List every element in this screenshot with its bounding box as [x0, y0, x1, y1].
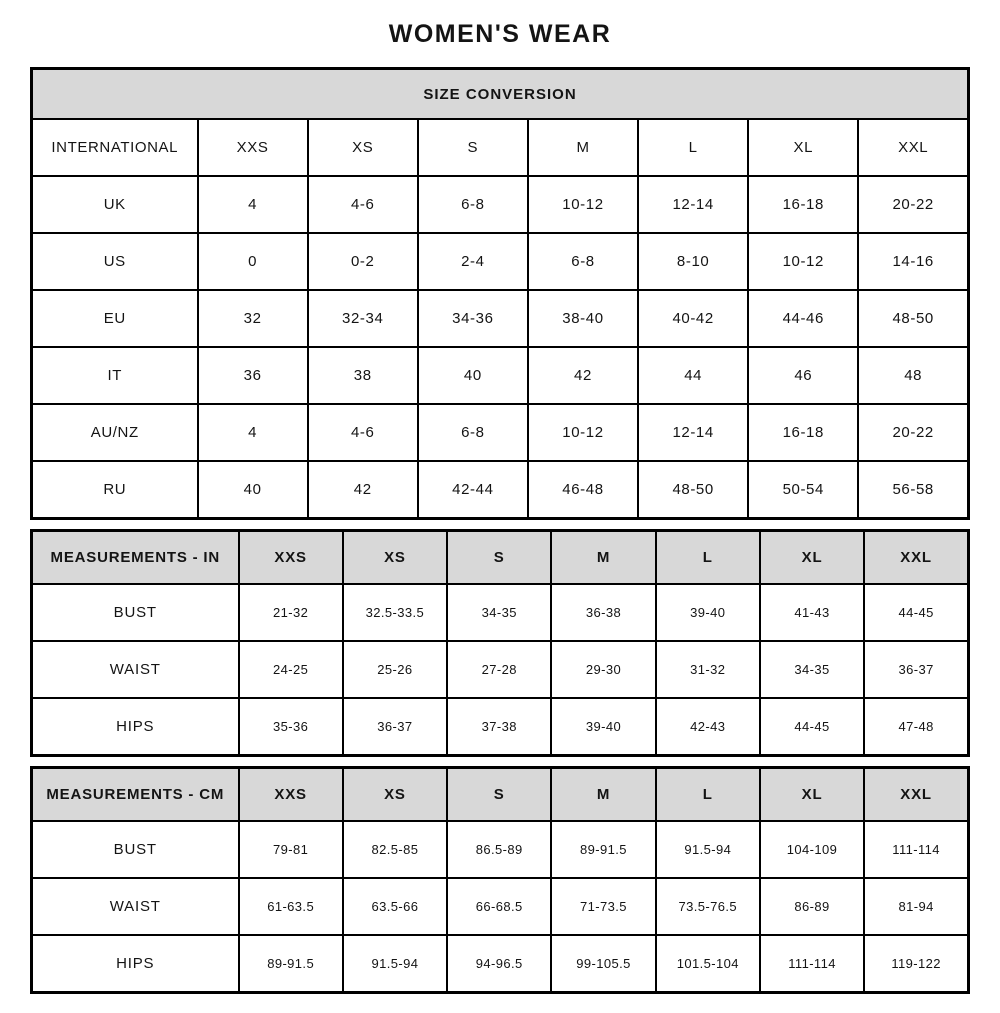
cell: 47-48 [864, 698, 968, 756]
column-header-row [32, 119, 969, 176]
row-label: UK [32, 176, 198, 233]
cell: 40 [198, 461, 308, 519]
row-label: AU/NZ [32, 404, 198, 461]
cell: 71-73.5 [551, 878, 655, 935]
table-row-waist [32, 641, 969, 698]
cell: 89-91.5 [551, 821, 655, 878]
cell: 10-12 [748, 233, 858, 290]
cell: 42 [308, 461, 418, 519]
table-row-aunz [32, 404, 969, 461]
cell: 40-42 [638, 290, 748, 347]
column-header-l: L [656, 768, 760, 822]
cell: 36-38 [551, 584, 655, 641]
cell: 8-10 [638, 233, 748, 290]
cell: 12-14 [638, 404, 748, 461]
cell: 32.5-33.5 [343, 584, 447, 641]
table-row-us [32, 233, 969, 290]
column-header-s: S [447, 768, 551, 822]
cell: 36-37 [864, 641, 968, 698]
cell: 94-96.5 [447, 935, 551, 993]
row-label: EU [32, 290, 198, 347]
cell: 104-109 [760, 821, 864, 878]
cell: 4 [198, 404, 308, 461]
cell: 35-36 [239, 698, 343, 756]
cell: 12-14 [638, 176, 748, 233]
cell: 25-26 [343, 641, 447, 698]
cell: 31-32 [656, 641, 760, 698]
column-header-m: M [551, 768, 655, 822]
cell: 44-45 [760, 698, 864, 756]
table-header-row [32, 69, 969, 120]
cell: 89-91.5 [239, 935, 343, 993]
cell: 40 [418, 347, 528, 404]
cell: 101.5-104 [656, 935, 760, 993]
cell: 36 [198, 347, 308, 404]
cell: 39-40 [551, 698, 655, 756]
row-label: RU [32, 461, 198, 519]
table-header-row [32, 768, 969, 822]
cell: 42-44 [418, 461, 528, 519]
cell: 41-43 [760, 584, 864, 641]
column-header-s: S [447, 531, 551, 585]
measurements-in-table [30, 529, 970, 757]
cell: 10-12 [528, 176, 638, 233]
cell: 6-8 [528, 233, 638, 290]
column-header-l: L [638, 119, 748, 176]
cell: 44-45 [864, 584, 968, 641]
table-row-hips [32, 698, 969, 756]
table-row-ru [32, 461, 969, 519]
row-label: BUST [32, 584, 239, 641]
cell: 48 [858, 347, 968, 404]
cell: 79-81 [239, 821, 343, 878]
cell: 20-22 [858, 404, 968, 461]
column-header-l: L [656, 531, 760, 585]
cell: 0-2 [308, 233, 418, 290]
cell: 34-36 [418, 290, 528, 347]
table-row-uk [32, 176, 969, 233]
measurements-cm-table [30, 766, 970, 994]
row-label: US [32, 233, 198, 290]
cell: 29-30 [551, 641, 655, 698]
cell: 99-105.5 [551, 935, 655, 993]
cell: 46-48 [528, 461, 638, 519]
cell: 24-25 [239, 641, 343, 698]
cell: 56-58 [858, 461, 968, 519]
measurements-in-title: MEASUREMENTS - IN [32, 531, 239, 585]
cell: 91.5-94 [656, 821, 760, 878]
cell: 111-114 [864, 821, 968, 878]
row-label: HIPS [32, 698, 239, 756]
column-header-m: M [551, 531, 655, 585]
cell: 50-54 [748, 461, 858, 519]
cell: 73.5-76.5 [656, 878, 760, 935]
column-header-xl: XL [760, 768, 864, 822]
cell: 16-18 [748, 176, 858, 233]
table-row-it [32, 347, 969, 404]
cell: 86-89 [760, 878, 864, 935]
column-header-xs: XS [343, 768, 447, 822]
cell: 14-16 [858, 233, 968, 290]
cell: 119-122 [864, 935, 968, 993]
cell: 4-6 [308, 176, 418, 233]
cell: 38-40 [528, 290, 638, 347]
column-header-xs: XS [343, 531, 447, 585]
cell: 34-35 [760, 641, 864, 698]
column-header-xl: XL [748, 119, 858, 176]
column-header-xxs: XXS [239, 531, 343, 585]
cell: 36-37 [343, 698, 447, 756]
column-header-xxl: XXL [864, 768, 968, 822]
measurements-cm-title: MEASUREMENTS - CM [32, 768, 239, 822]
cell: 42-43 [656, 698, 760, 756]
row-label: BUST [32, 821, 239, 878]
cell: 46 [748, 347, 858, 404]
cell: 48-50 [638, 461, 748, 519]
table-row-bust [32, 584, 969, 641]
page-title: WOMEN'S WEAR [388, 20, 612, 48]
cell: 48-50 [858, 290, 968, 347]
cell: 32-34 [308, 290, 418, 347]
cell: 81-94 [864, 878, 968, 935]
column-header-xxl: XXL [864, 531, 968, 585]
cell: 63.5-66 [343, 878, 447, 935]
table-row-eu [32, 290, 969, 347]
cell: 16-18 [748, 404, 858, 461]
table-row-hips [32, 935, 969, 993]
cell: 42 [528, 347, 638, 404]
column-header-xl: XL [760, 531, 864, 585]
row-label: IT [32, 347, 198, 404]
row-label: WAIST [32, 878, 239, 935]
size-conversion-table [30, 67, 970, 520]
column-header-xxl: XXL [858, 119, 968, 176]
cell: 4 [198, 176, 308, 233]
cell: 86.5-89 [447, 821, 551, 878]
cell: 0 [198, 233, 308, 290]
cell: 2-4 [418, 233, 528, 290]
table-row-waist [32, 878, 969, 935]
cell: 44-46 [748, 290, 858, 347]
cell: 6-8 [418, 404, 528, 461]
column-header-xs: XS [308, 119, 418, 176]
cell: 38 [308, 347, 418, 404]
cell: 4-6 [308, 404, 418, 461]
column-header-xxs: XXS [239, 768, 343, 822]
cell: 10-12 [528, 404, 638, 461]
table-header-row [32, 531, 969, 585]
cell: 91.5-94 [343, 935, 447, 993]
cell: 21-32 [239, 584, 343, 641]
cell: 32 [198, 290, 308, 347]
size-conversion-title: SIZE CONVERSION [32, 69, 969, 120]
cell: 20-22 [858, 176, 968, 233]
column-header-m: M [528, 119, 638, 176]
cell: 66-68.5 [447, 878, 551, 935]
cell: 6-8 [418, 176, 528, 233]
row-label: HIPS [32, 935, 239, 993]
cell: 61-63.5 [239, 878, 343, 935]
cell: 39-40 [656, 584, 760, 641]
cell: 37-38 [447, 698, 551, 756]
column-header-xxs: XXS [198, 119, 308, 176]
table-row-bust [32, 821, 969, 878]
cell: 111-114 [760, 935, 864, 993]
column-header-s: S [418, 119, 528, 176]
cell: 82.5-85 [343, 821, 447, 878]
row-label: WAIST [32, 641, 239, 698]
cell: 27-28 [447, 641, 551, 698]
cell: 44 [638, 347, 748, 404]
cell: 34-35 [447, 584, 551, 641]
column-header-international: INTERNATIONAL [32, 119, 198, 176]
